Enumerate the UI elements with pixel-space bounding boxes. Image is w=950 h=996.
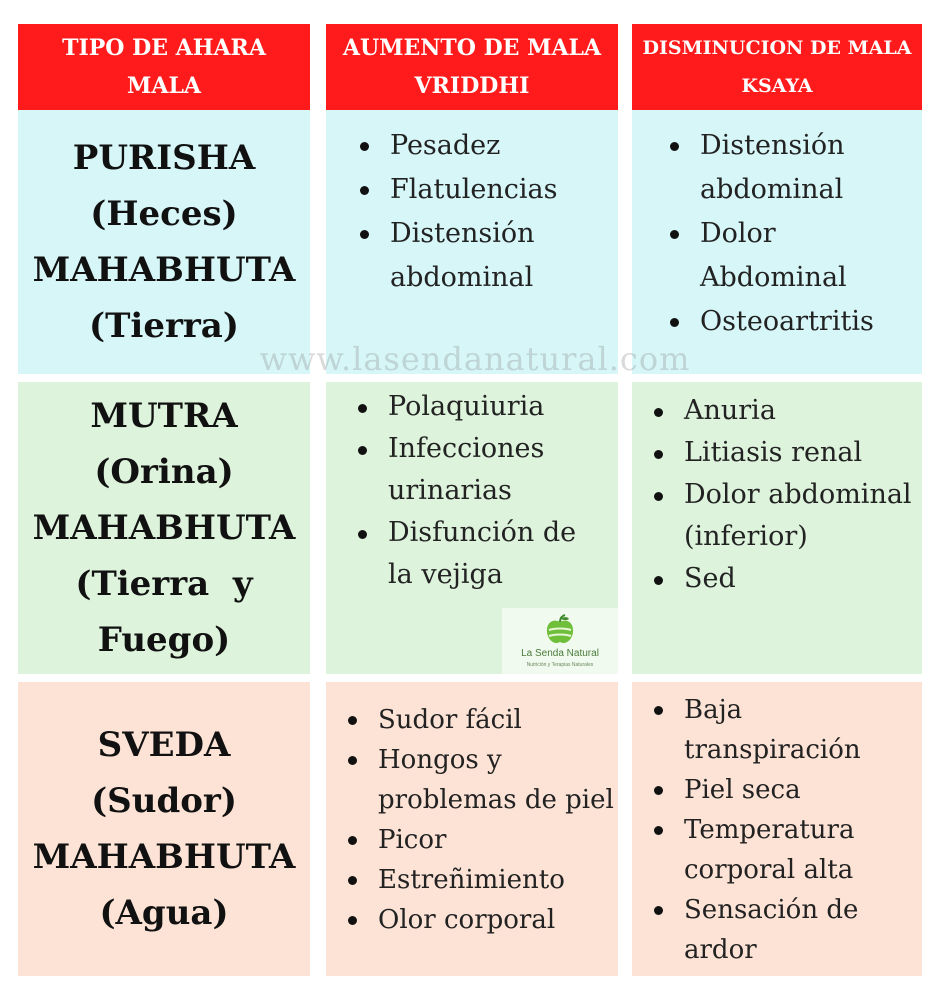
row-sveda-ksaya	[632, 682, 922, 976]
list-item: Piel seca	[650, 770, 861, 810]
list-item: Olor corporal	[344, 900, 614, 940]
apple-icon	[545, 614, 575, 646]
list-item: Sudor fácil	[344, 700, 614, 740]
watermark-text: www.lasendanatural.com	[259, 340, 691, 378]
row-purisha-vriddhi	[326, 110, 618, 374]
name-line: (Sudor)	[91, 781, 237, 821]
logo-brand: La Senda Natural	[521, 648, 599, 659]
bullet-list	[650, 690, 861, 970]
list-item: Baja transpiración	[650, 690, 861, 770]
list-item: Picor	[344, 820, 614, 860]
bullet-list	[354, 386, 576, 596]
list-item: Sensación de ardor	[650, 890, 861, 970]
header-tipo-mala	[18, 24, 310, 110]
list-item: Dolor Abdominal	[666, 212, 874, 300]
list-item: Distensión abdominal	[666, 124, 874, 212]
list-item: Estreñimiento	[344, 860, 614, 900]
name-line: (Heces)	[90, 194, 238, 234]
name-line: Fuego)	[97, 620, 231, 660]
header-vriddhi	[326, 24, 618, 110]
header-text: DISMINUCION DE MALA	[642, 37, 912, 59]
list-item: Distensión abdominal	[356, 212, 557, 300]
row-mutra-ksaya	[632, 382, 922, 674]
bullet-list	[356, 124, 557, 300]
name-line: MUTRA	[90, 396, 238, 436]
row-purisha-ksaya	[632, 110, 922, 374]
list-item: Osteoartritis	[666, 300, 874, 344]
bullet-list	[666, 124, 874, 344]
name-line: (Tierra y	[75, 564, 253, 604]
name-line: PURISHA	[72, 138, 256, 178]
row-purisha-name	[18, 110, 310, 374]
bullet-list	[344, 700, 614, 940]
list-item: Dolor abdominal (inferior)	[650, 474, 912, 558]
list-item: Anuria	[650, 390, 912, 432]
header-text: AUMENTO DE MALA	[342, 35, 602, 61]
name-line: (Agua)	[99, 893, 229, 933]
row-mutra-name	[18, 382, 310, 674]
list-item: Litiasis renal	[650, 432, 912, 474]
name-line: (Orina)	[94, 452, 234, 492]
header-ksaya	[632, 24, 922, 110]
list-item: Hongos y problemas de piel	[344, 740, 614, 820]
list-item: Sed	[650, 558, 912, 600]
header-text: TIPO DE AHARA	[62, 35, 266, 61]
list-item: Polaquiuria	[354, 386, 576, 428]
name-line: MAHABHUTA	[32, 837, 296, 877]
name-line: MAHABHUTA	[32, 508, 296, 548]
list-item: Temperatura corporal alta	[650, 810, 861, 890]
brand-logo	[502, 608, 618, 676]
header-text: MALA	[127, 73, 201, 99]
logo-tagline: Nutrición y Terapias Naturales	[526, 662, 594, 668]
name-line: (Tierra)	[89, 306, 239, 346]
name-line: MAHABHUTA	[32, 250, 296, 290]
list-item: Pesadez	[356, 124, 557, 168]
list-item: Infecciones urinarias	[354, 428, 576, 512]
list-item: Flatulencias	[356, 168, 557, 212]
header-text: VRIDDHI	[414, 73, 530, 99]
row-sveda-name	[18, 682, 310, 976]
list-item: Disfunción de la vejiga	[354, 512, 576, 596]
bullet-list	[650, 390, 912, 600]
row-sveda-vriddhi	[326, 682, 618, 976]
name-line: SVEDA	[97, 725, 231, 765]
header-text: KSAYA	[741, 75, 813, 97]
